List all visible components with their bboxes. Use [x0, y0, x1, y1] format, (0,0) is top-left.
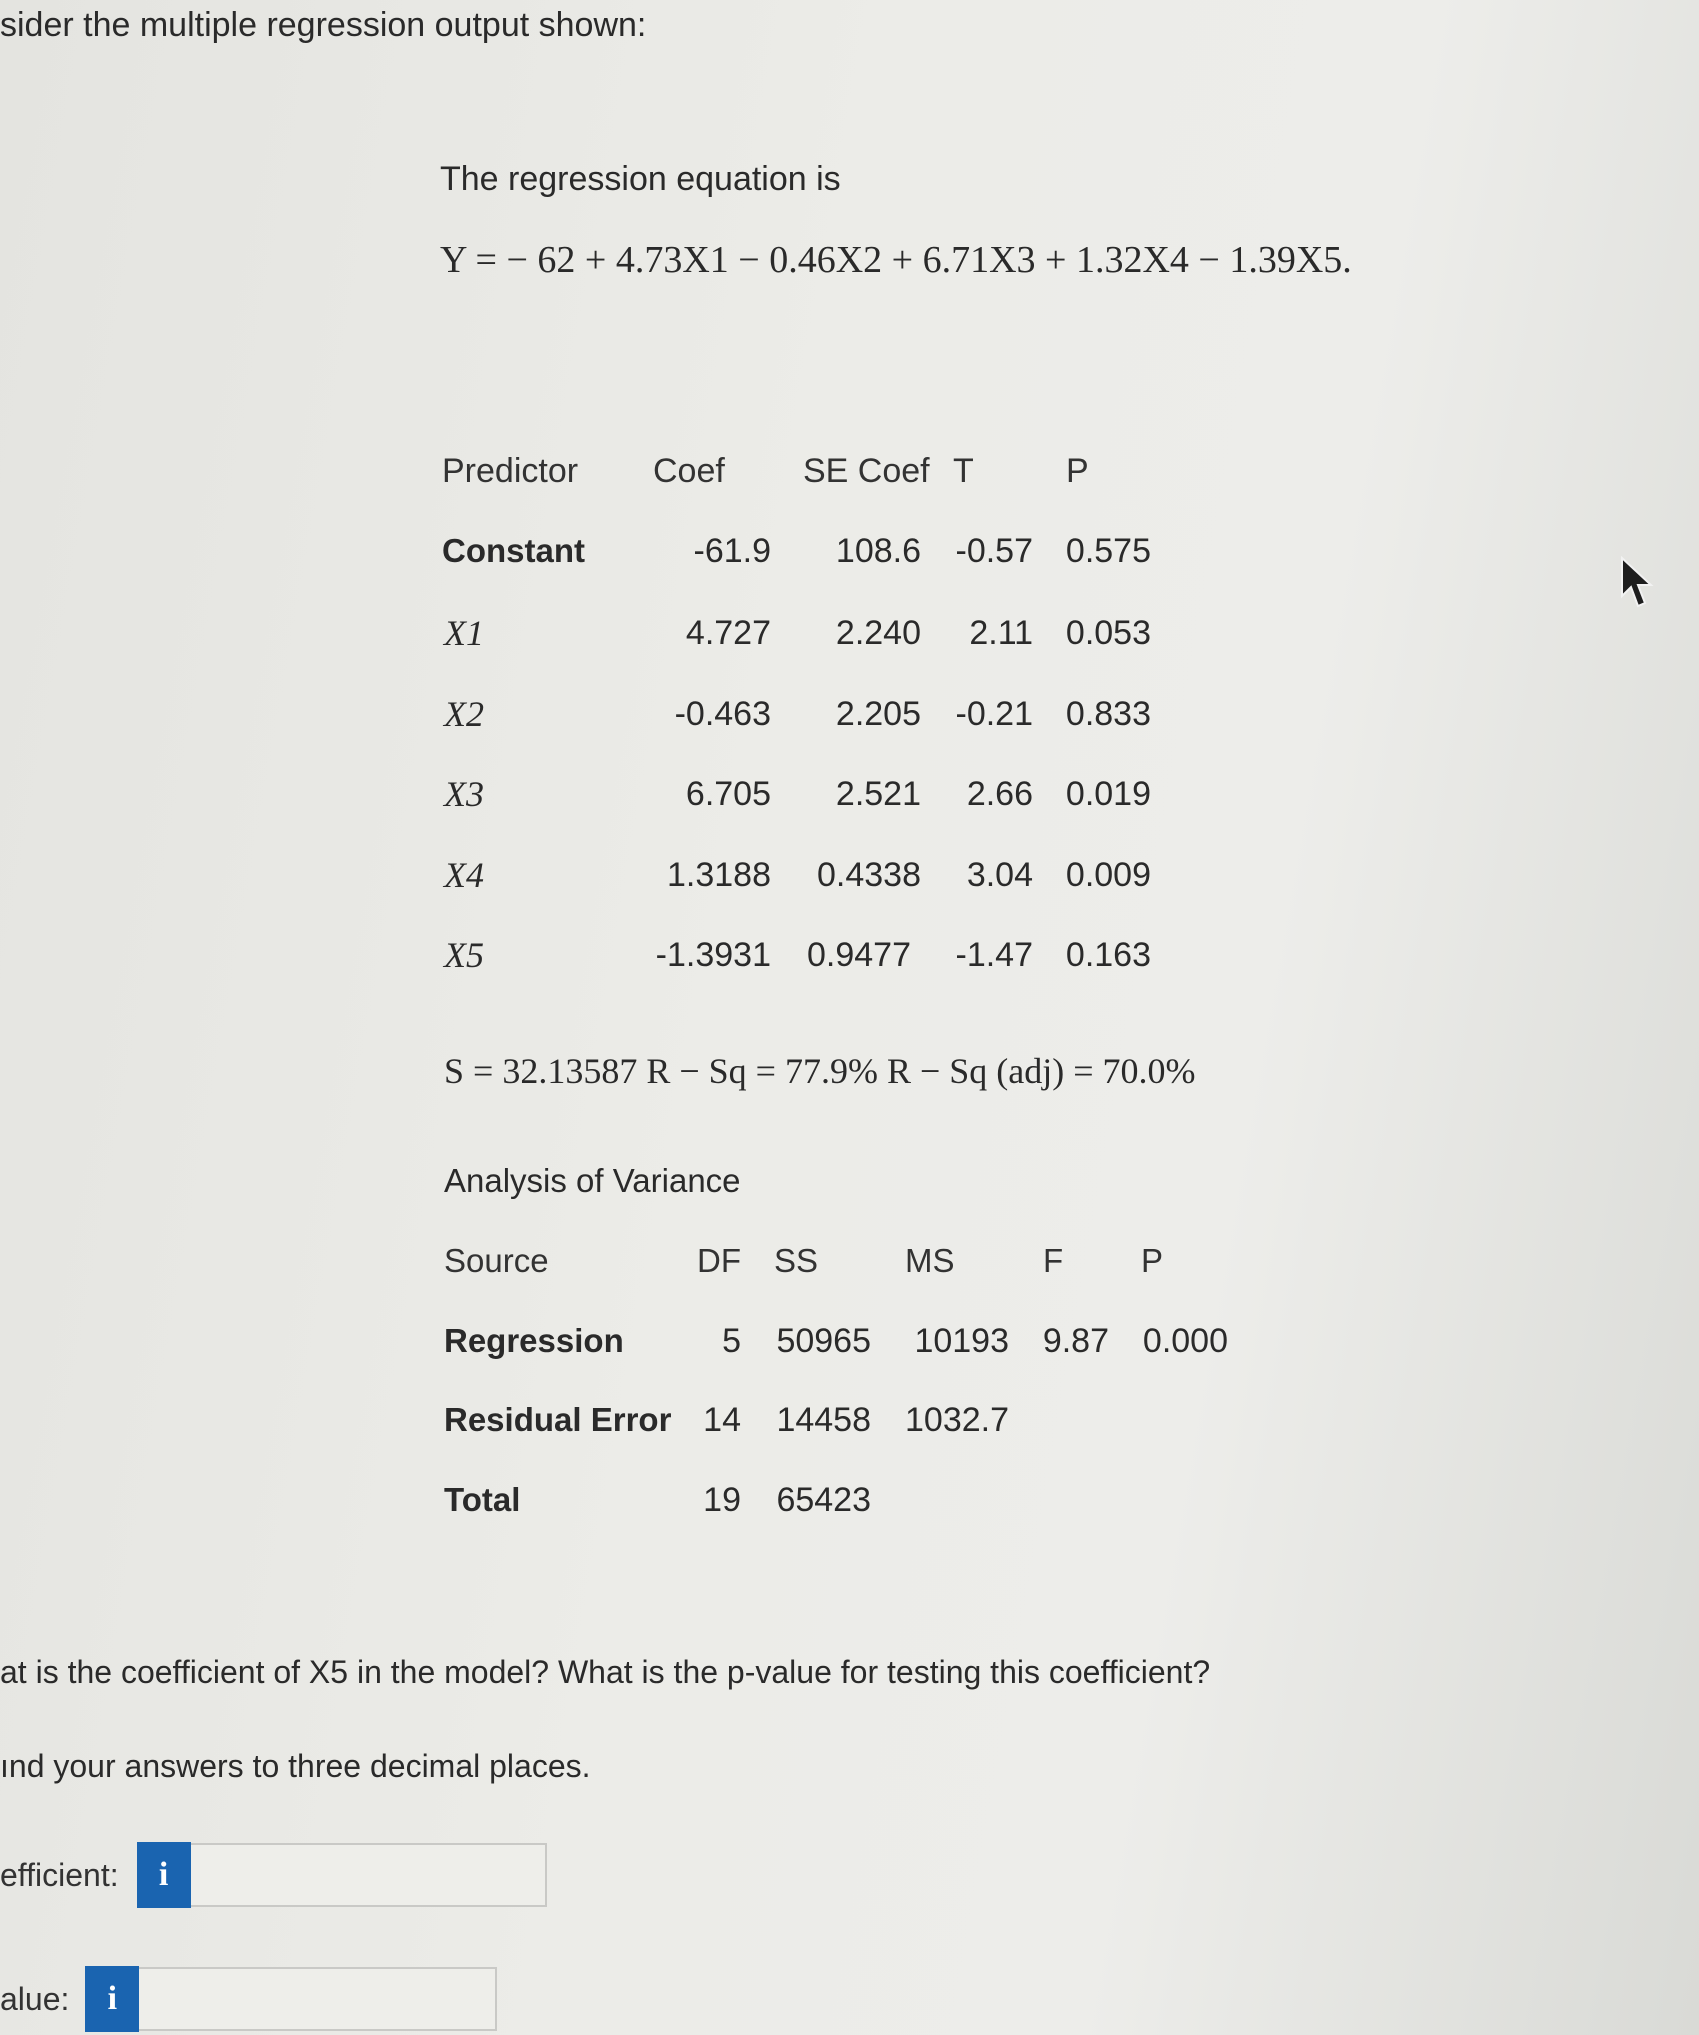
- se-value: 0.4338: [817, 856, 921, 894]
- pvalue-input[interactable]: [139, 1967, 497, 2031]
- anova-ss: 14458: [776, 1401, 871, 1439]
- anova-ms: 10193: [914, 1322, 1009, 1360]
- p-value: 0.009: [1065, 856, 1151, 894]
- anova-header-df: DF: [697, 1242, 741, 1279]
- coefficient-info-icon[interactable]: i: [137, 1842, 191, 1908]
- coef-header-coef: Coef: [653, 452, 725, 490]
- equation-intro: The regression equation is: [440, 160, 841, 198]
- anova-header-p: P: [1141, 1242, 1164, 1279]
- se-value: 108.6: [835, 532, 921, 570]
- anova-header-source: Source: [444, 1242, 549, 1279]
- se-value: 2.521: [835, 775, 921, 813]
- se-value: 0.9477: [807, 936, 911, 974]
- anova-df: 5: [722, 1322, 741, 1360]
- t-value: -1.47: [955, 936, 1033, 974]
- predictor-name: X1: [444, 613, 484, 653]
- anova-header-f: F: [1043, 1242, 1064, 1279]
- predictor-name: Constant: [442, 532, 585, 569]
- predictor-name: X4: [444, 855, 484, 895]
- mouse-pointer-icon: [1620, 556, 1654, 615]
- coef-header-predictor: Predictor: [442, 452, 579, 490]
- coef-value: -61.9: [693, 532, 771, 570]
- se-value: 2.240: [835, 614, 921, 652]
- p-value: 0.575: [1065, 532, 1151, 570]
- instruction-text: ınd your answers to three decimal places.: [0, 1748, 591, 1784]
- pvalue-answer-row: [0, 1966, 497, 2032]
- predictor-name: X3: [444, 774, 484, 814]
- anova-p: 0.000: [1142, 1322, 1228, 1360]
- anova-f: 9.87: [1042, 1322, 1109, 1360]
- pvalue-info-icon[interactable]: i: [85, 1966, 139, 2032]
- coef-value: 4.727: [685, 614, 771, 652]
- coef-value: -1.3931: [655, 936, 771, 974]
- coef-value: -0.463: [674, 695, 771, 733]
- anova-ms: 1032.7: [905, 1401, 1009, 1439]
- coefficient-label: efficient:: [0, 1856, 119, 1893]
- se-value: 2.205: [835, 695, 921, 733]
- t-value: -0.21: [955, 695, 1033, 733]
- coef-header-p: P: [1066, 452, 1089, 490]
- p-value: 0.019: [1065, 775, 1151, 813]
- t-value: 3.04: [966, 856, 1033, 894]
- anova-title: Analysis of Variance: [444, 1162, 741, 1199]
- pvalue-label: alue:: [0, 1980, 70, 2017]
- predictor-name: X2: [444, 694, 484, 734]
- fit-statistics: S = 32.13587 R − Sq = 77.9% R − Sq (adj) = 70.0%: [444, 1051, 1196, 1091]
- coef-header-se: SE Coef: [803, 452, 930, 490]
- coefficient-input[interactable]: [191, 1843, 547, 1907]
- p-value: 0.163: [1065, 936, 1151, 974]
- anova-header-ms: MS: [905, 1242, 955, 1279]
- anova-ss: 50965: [776, 1322, 871, 1360]
- anova-df: 19: [703, 1481, 741, 1519]
- t-value: -0.57: [955, 532, 1033, 570]
- coef-value: 1.3188: [667, 856, 771, 894]
- predictor-name: X5: [444, 935, 484, 975]
- anova-source: Regression: [444, 1322, 624, 1359]
- anova-df: 14: [703, 1401, 741, 1439]
- anova-source: Total: [444, 1481, 521, 1518]
- coefficient-answer-row: [0, 1842, 547, 1908]
- coef-value: 6.705: [685, 775, 771, 813]
- question-text: at is the coefficient of X5 in the model? What is the p-value for testing this coefficient?: [0, 1654, 1211, 1690]
- regression-equation: Y = − 62 + 4.73X1 − 0.46X2 + 6.71X3 + 1.32X4 − 1.39X5.: [440, 239, 1352, 281]
- anova-source: Residual Error: [444, 1401, 672, 1438]
- p-value: 0.053: [1065, 614, 1151, 652]
- anova-ss: 65423: [776, 1481, 871, 1519]
- t-value: 2.66: [966, 775, 1033, 813]
- anova-header-ss: SS: [774, 1242, 819, 1279]
- intro-text: sider the multiple regression output shown:: [0, 6, 647, 44]
- t-value: 2.11: [969, 614, 1033, 652]
- p-value: 0.833: [1065, 695, 1151, 733]
- coef-header-t: T: [953, 452, 974, 490]
